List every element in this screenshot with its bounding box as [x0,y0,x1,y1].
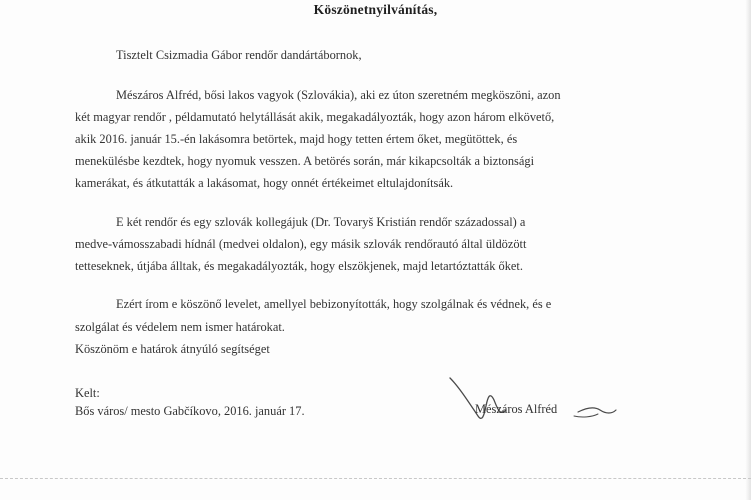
paragraph1-line2: két magyar rendőr , példamutató helytállását akik, megakadályozták, hogy azon három elkövető, [75,110,555,124]
salutation: Tisztelt Csizmadia Gábor rendőr dandártábornok, [116,48,362,62]
paragraph2-line3: tetteseknek, útjába álltak, és megakadályozták, hogy elszökjenek, majd letartóztatták őket. [75,259,523,273]
paragraph1-line5: kamerákat, és átkutatták a lakásomat, hogy onnét értékeimet eltulajdonítsák. [75,176,454,190]
letter-title: Köszönetnyilvánítás, [313,2,438,17]
place-label: Kelt: [75,386,100,400]
paragraph1-line4: menekülésbe kezdtek, hogy nyomuk vesszen. A betörés során, már kikapcsolták a biztonsági [75,154,535,168]
paragraph1-line1: Mészáros Alfréd, bősi lakos vagyok (Szlovákia), aki ez úton szeretném megköszöni, azon [116,88,561,102]
signature-name: Mészáros Alfréd [475,402,558,416]
page-bottom-divider [0,478,751,479]
page-edge-shadow [745,0,751,500]
paragraph1-line3: akik 2016. január 15.-én lakásomra betörtek, majd hogy tetten értem őket, megütöttek, és [75,132,518,146]
paragraph2-line2: medve-vámosszabadi hídnál (medvei oldalon), egy másik szlovák rendőrautó által üldözött [75,237,527,251]
place-date: Bős város/ mesto Gabčíkovo, 2016. január 17. [75,404,305,418]
paragraph3-line1: Ezért írom e köszönő levelet, amellyel bebizonyították, hogy szolgálnak és védnek, és e [116,297,552,311]
thanks-line: Köszönöm e határok átnyúló segítséget [75,342,270,356]
paragraph2-line1: E két rendőr és egy szlovák kollegájuk (Dr. Tovaryš Kristián rendőr századossal) a [116,215,526,229]
paragraph3-line2: szolgálat és védelem nem ismer határokat. [75,320,285,334]
